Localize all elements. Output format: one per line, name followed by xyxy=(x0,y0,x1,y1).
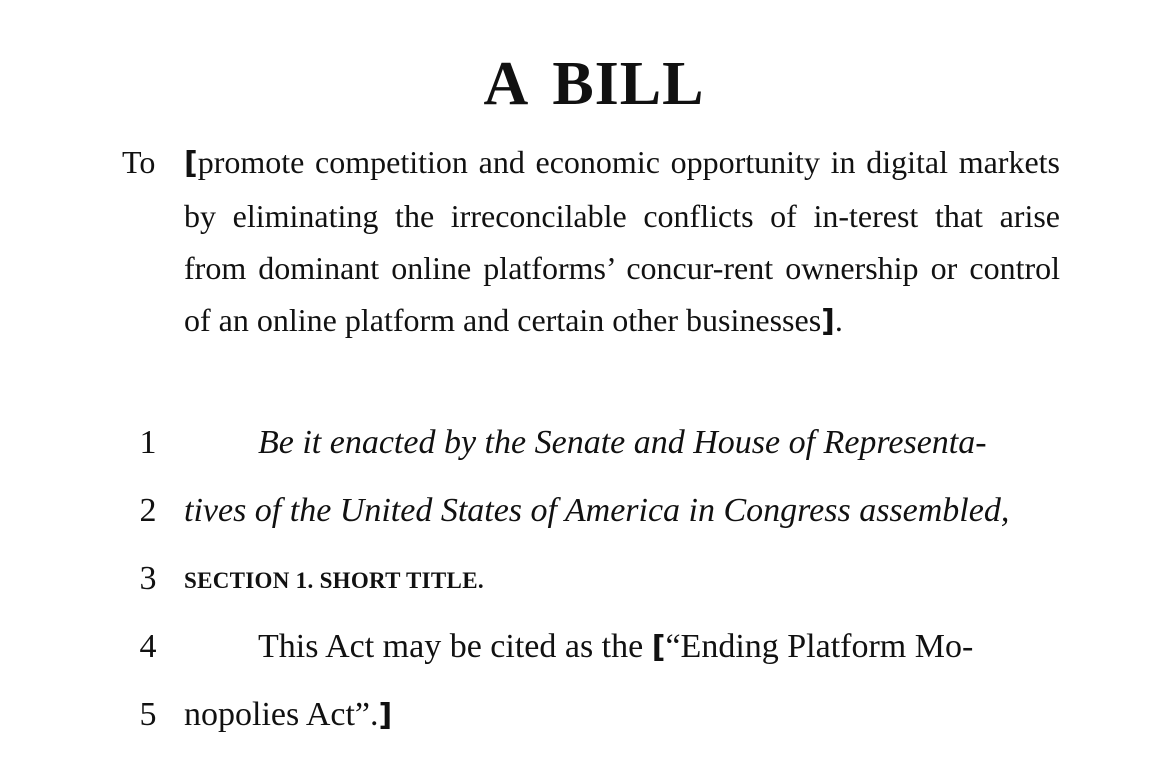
line-number: 2 xyxy=(139,492,157,529)
short-title-text-after: “Ending Platform Mo- xyxy=(665,628,974,665)
short-title-line-2 xyxy=(184,695,1060,736)
purpose-text: promote competition and economic opportunity in digital markets by eliminating the irreconcilable conflicts of in-terest that arise from dominant online platforms’ concur-rent ownership or control of an online platform and certain other businesses xyxy=(184,144,1060,338)
enacting-clause-line-1: Be it enacted by the Senate and House of Representa- xyxy=(258,424,987,461)
purpose-end-punct: . xyxy=(834,302,843,338)
enacting-clause-line-2: tives of the United States of America in Congress assembled, xyxy=(184,492,1010,529)
line-number: 3 xyxy=(139,560,157,597)
bill-title: A BILL xyxy=(483,50,705,118)
purpose-lead: To xyxy=(122,144,156,180)
close-bracket-mark: ] xyxy=(821,304,835,339)
line-number: 1 xyxy=(139,424,157,461)
short-title-line-1 xyxy=(184,627,1134,668)
open-bracket-mark: [ xyxy=(651,630,666,665)
open-bracket-mark: [ xyxy=(184,146,198,181)
line-number: 4 xyxy=(139,628,157,665)
section-heading: SECTION 1. SHORT TITLE. xyxy=(184,568,484,593)
purpose-body xyxy=(184,136,1060,348)
line-number: 5 xyxy=(139,696,157,733)
short-title-text-end: nopolies Act”. xyxy=(184,696,379,733)
short-title-text-before: This Act may be cited as the xyxy=(258,628,652,665)
close-bracket-mark: ] xyxy=(378,698,393,733)
